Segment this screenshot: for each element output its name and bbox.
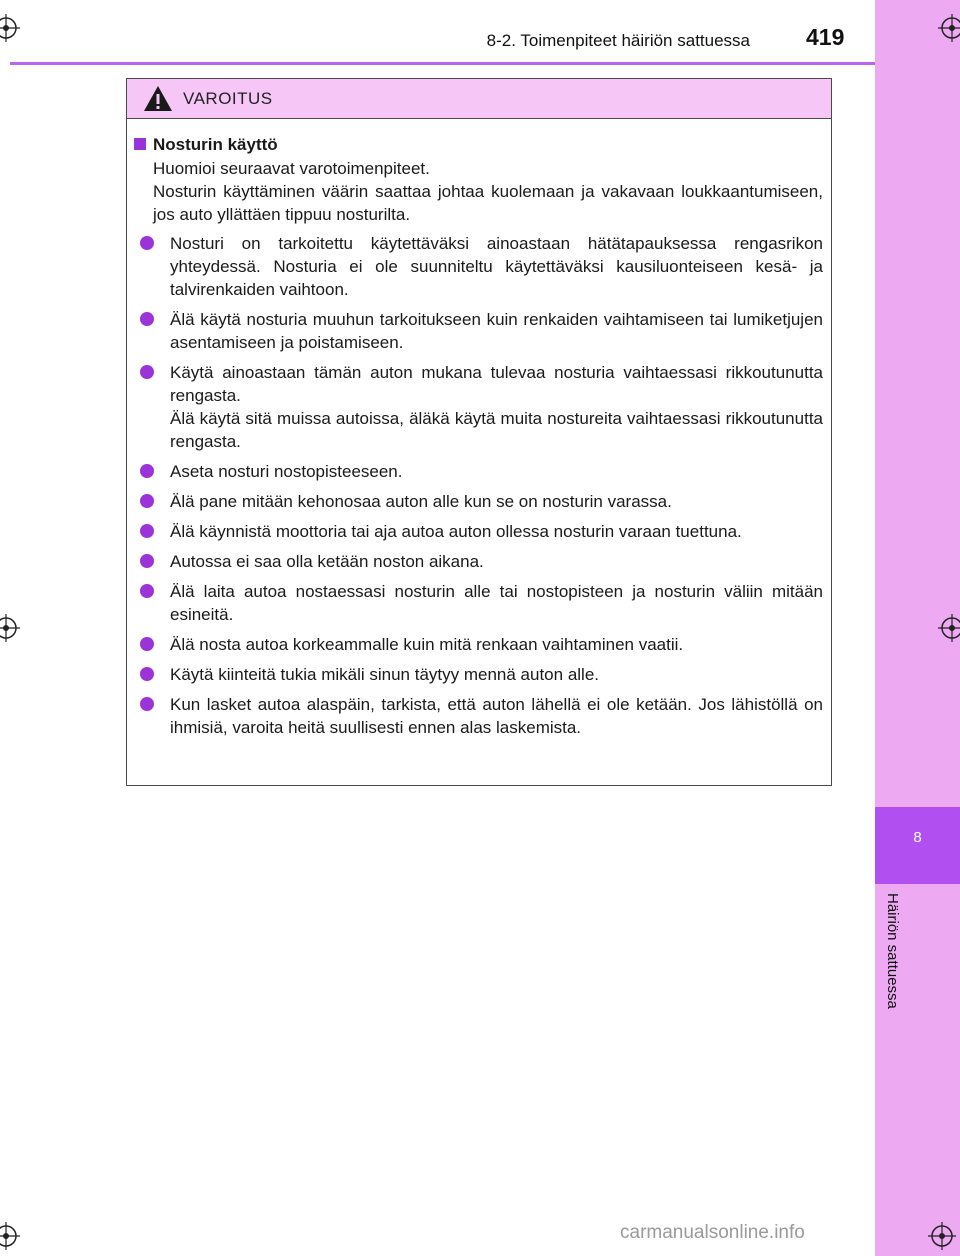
intro-text bbox=[133, 157, 823, 226]
chapter-tab[interactable] bbox=[875, 807, 960, 884]
precaution-list bbox=[133, 232, 823, 739]
list-item-text: Käytä ainoastaan tämän auton mukana tulevaa nosturia vaihtaessasi rikkoutunutta rengasta. Älä käytä sitä muissa autoissa, äläkä käytä muita nostureita vaihtaessasi rikkoutunutta rengasta. bbox=[170, 363, 823, 451]
warning-header bbox=[127, 79, 831, 119]
list-item bbox=[133, 550, 823, 573]
list-item bbox=[133, 693, 823, 739]
intro-line: Huomioi seuraavat varotoimenpiteet. bbox=[153, 159, 430, 178]
circle-bullet-icon bbox=[140, 236, 154, 250]
section-title: Nosturin käyttö bbox=[153, 135, 278, 154]
list-item-text: Aseta nosturi nostopisteeseen. bbox=[170, 462, 403, 481]
list-item bbox=[133, 520, 823, 543]
intro-line: Nosturin käyttäminen väärin saattaa johtaa kuolemaan ja vakavaan loukkaantumiseen, jos auto yllättäen tippuu nosturilta. bbox=[153, 182, 823, 224]
list-item bbox=[133, 232, 823, 301]
registration-mark-icon bbox=[928, 1222, 956, 1250]
page-number: 419 bbox=[806, 24, 845, 50]
circle-bullet-icon bbox=[140, 524, 154, 538]
registration-mark-icon bbox=[0, 14, 20, 42]
list-item bbox=[133, 460, 823, 483]
warning-triangle-icon bbox=[143, 85, 173, 112]
circle-bullet-icon bbox=[140, 697, 154, 711]
list-item-text: Älä nosta autoa korkeammalle kuin mitä renkaan vaihtaminen vaatii. bbox=[170, 635, 684, 654]
registration-mark-icon bbox=[0, 614, 20, 642]
circle-bullet-icon bbox=[140, 667, 154, 681]
circle-bullet-icon bbox=[140, 494, 154, 508]
list-item bbox=[133, 361, 823, 453]
list-item-text: Käytä kiinteitä tukia mikäli sinun täytyy mennä auton alle. bbox=[170, 665, 600, 684]
square-bullet-icon bbox=[134, 138, 146, 150]
list-item-text: Älä laita autoa nostaessasi nosturin alle tai nostopisteen ja nosturin väliin mitään esineitä. bbox=[170, 582, 823, 624]
list-item bbox=[133, 490, 823, 513]
list-item bbox=[133, 663, 823, 686]
circle-bullet-icon bbox=[140, 584, 154, 598]
warning-body bbox=[127, 119, 831, 739]
chapter-number: 8 bbox=[913, 829, 922, 846]
running-header: 8-2. Toimenpiteet häiriön sattuessa bbox=[486, 31, 750, 50]
circle-bullet-icon bbox=[140, 365, 154, 379]
list-item bbox=[133, 633, 823, 656]
list-item bbox=[133, 308, 823, 354]
list-item-text: Älä käytä nosturia muuhun tarkoitukseen kuin renkaiden vaihtamiseen tai lumiketjujen asentamiseen ja poistamiseen. bbox=[170, 310, 823, 352]
list-item-text: Kun lasket autoa alaspäin, tarkista, että auton lähellä ei ole ketään. Jos lähistöllä on ihmisiä, varoita heitä suullisesti ennen alas laskemista. bbox=[170, 695, 823, 737]
list-item bbox=[133, 580, 823, 626]
circle-bullet-icon bbox=[140, 637, 154, 651]
list-item-text: Nosturi on tarkoitettu käytettäväksi ainoastaan hätätapauksessa rengasrikon yhteydessä. Nosturia ei ole suunniteltu käytettäväksi kausiluonteiseen kesä- ja talvirenkaiden vaihtoon. bbox=[170, 234, 823, 299]
registration-mark-icon bbox=[938, 614, 960, 642]
list-item-text: Autossa ei saa olla ketään noston aikana. bbox=[170, 552, 484, 571]
list-item-text: Älä pane mitään kehonosaa auton alle kun se on nosturin varassa. bbox=[170, 492, 672, 511]
registration-mark-icon bbox=[938, 14, 960, 42]
header-rule bbox=[10, 62, 875, 65]
circle-bullet-icon bbox=[140, 464, 154, 478]
section-heading bbox=[133, 133, 823, 156]
warning-label: VAROITUS bbox=[183, 89, 273, 108]
circle-bullet-icon bbox=[140, 554, 154, 568]
chapter-title-vertical: Häiriön sattuessa bbox=[884, 893, 901, 1009]
circle-bullet-icon bbox=[140, 312, 154, 326]
list-item-text: Älä käynnistä moottoria tai aja autoa auton ollessa nosturin varaan tuettuna. bbox=[170, 522, 742, 541]
warning-box bbox=[126, 78, 832, 786]
registration-mark-icon bbox=[0, 1222, 20, 1250]
watermark: carmanualsonline.info bbox=[620, 1222, 805, 1243]
